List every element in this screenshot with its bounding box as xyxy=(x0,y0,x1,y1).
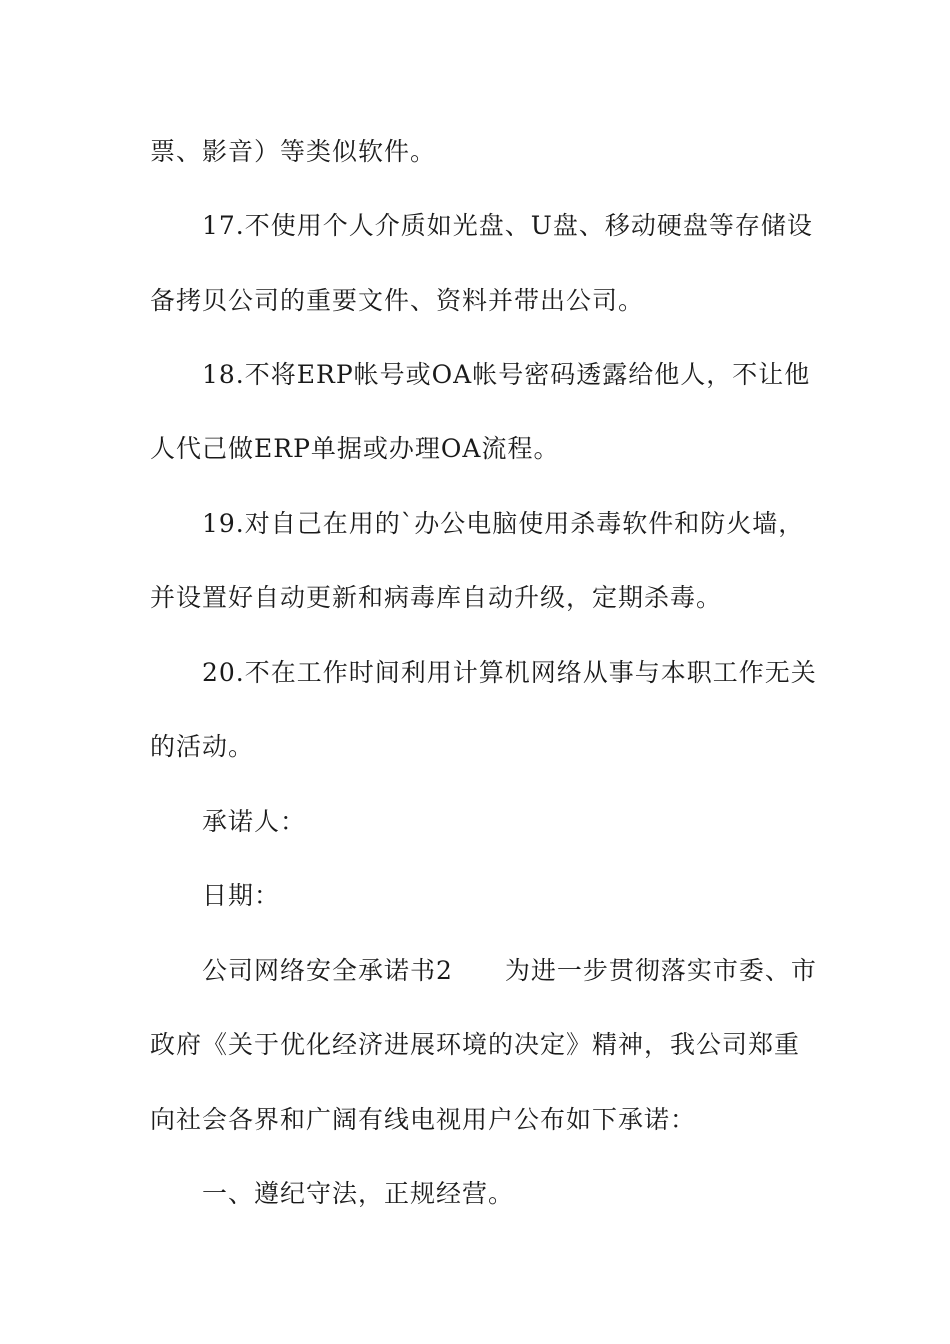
section-heading: 公司网络安全承诺书2 为进一步贯彻落实市委、市 xyxy=(202,956,817,985)
text-line: 的活动。 xyxy=(150,732,255,761)
text-line: 备拷贝公司的重要文件、资料并带出公司。 xyxy=(150,286,645,315)
list-item-20: 20.不在工作时间利用计算机网络从事与本职工作无关 xyxy=(202,658,817,687)
list-item-17: 17.不使用个人介质如光盘、U盘、移动硬盘等存储设 xyxy=(202,211,813,240)
text-line: 并设置好自动更新和病毒库自动升级，定期杀毒。 xyxy=(150,583,723,612)
commitment-item-1: 一、遵纪守法，正规经营。 xyxy=(202,1179,515,1208)
list-item-19: 19.对自己在用的`办公电脑使用杀毒软件和防火墙， xyxy=(202,509,805,538)
signer-label: 承诺人： xyxy=(202,807,307,836)
list-item-18: 18.不将ERP帐号或OA帐号密码透露给他人，不让他 xyxy=(202,360,811,389)
text-line: 向社会各界和广阔有线电视用户公布如下承诺： xyxy=(150,1105,697,1134)
text-line: 政府《关于优化经济进展环境的决定》精神，我公司郑重 xyxy=(150,1030,801,1059)
text-line: 票、影音）等类似软件。 xyxy=(150,137,437,166)
date-label: 日期： xyxy=(202,881,281,910)
text-line: 人代己做ERP单据或办理OA流程。 xyxy=(150,434,560,463)
